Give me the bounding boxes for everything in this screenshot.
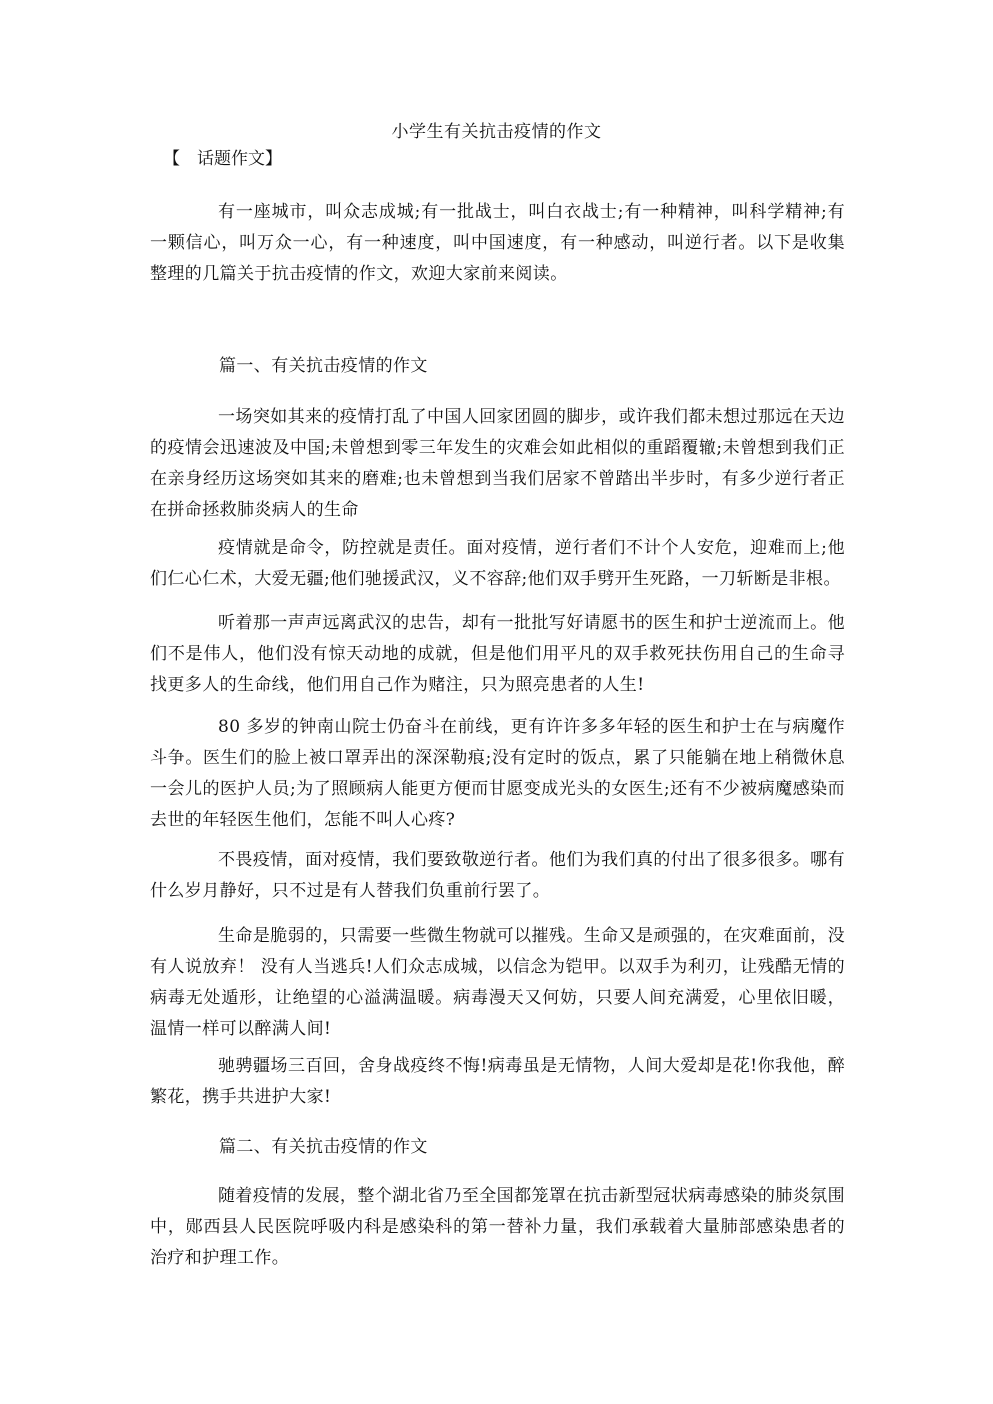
topic-tag: 【 话题作文】: [163, 149, 282, 169]
section2-paragraph: 随着疫情的发展，整个湖北省乃至全国都笼罩在抗击新型冠状病毒感染的肺炎氛围中，郧西县人民医院呼吸内科是感染科的第一替补力量，我们承载着大量肺部感染患者的治疗和护理工作。: [150, 1186, 845, 1268]
document-title: 小学生有关抗击疫情的作文: [391, 122, 602, 142]
section1-paragraph: 疫情就是命令，防控就是责任。面对疫情，逆行者们不计个人安危，迎难而上;他们仁心仁术，大爱无疆;他们驰援武汉，义不容辞;他们双手劈开生死路，一刀斩断是非根。: [150, 538, 845, 589]
section1-paragraph: 一场突如其来的疫情打乱了中国人回家团圆的脚步，或许我们都未想过那远在天边的疫情会迅速波及中国;未曾想到零三年发生的灾难会如此相似的重蹈覆辙;未曾想到我们正在亲身经历这场突如其来的磨难;也未曾想到当我们居家不曾踏出半步时，有多少逆行者正在拼命拯救肺炎病人的生命: [150, 407, 845, 520]
intro-paragraph: 有一座城市，叫众志成城;有一批战士，叫白衣战士;有一种精神，叫科学精神;有一颗信心，叫万众一心，有一种速度，叫中国速度，有一种感动，叫逆行者。以下是收集整理的几篇关于抗击疫情的作文，欢迎大家前来阅读。: [150, 202, 845, 284]
section2-heading: 篇二、有关抗击疫情的作文: [219, 1137, 428, 1157]
section1-heading: 篇一、有关抗击疫情的作文: [219, 356, 428, 376]
section1-paragraph: 不畏疫情，面对疫情，我们要致敬逆行者。他们为我们真的付出了很多很多。哪有什么岁月静好，只不过是有人替我们负重前行罢了。: [150, 850, 845, 901]
section1-paragraph: 驰骋疆场三百回，舍身战疫终不悔!病毒虽是无情物，人间大爱却是花!你我他，醉繁花，携手共进护大家!: [150, 1056, 845, 1107]
section1-paragraph: 生命是脆弱的，只需要一些微生物就可以摧残。生命又是顽强的，在灾难面前，没有人说放弃！ 没有人当逃兵!人们众志成城，以信念为铠甲。以双手为利刃，让残酷无情的病毒无处遁形，让绝望的心溢满温暖。病毒漫天又何妨，只要人间充满爱，心里依旧暖，温情一样可以醉满人间!: [150, 926, 845, 1039]
section1-paragraph: 80 多岁的钟南山院士仍奋斗在前线，更有许许多多年轻的医生和护士在与病魔作斗争。医生们的脸上被口罩弄出的深深勒痕;没有定时的饭点，累了只能躺在地上稍微休息一会儿的医护人员;为了照顾病人能更方便而甘愿变成光头的女医生;还有不少被病魔感染而去世的年轻医生他们，怎能不叫人心疼?: [150, 717, 845, 830]
section1-paragraph: 听着那一声声远离武汉的忠告，却有一批批写好请愿书的医生和护士逆流而上。他们不是伟人，他们没有惊天动地的成就，但是他们用平凡的双手救死扶伤用自己的生命寻找更多人的生命线，他们用自己作为赌注，只为照亮患者的人生!: [150, 613, 845, 695]
